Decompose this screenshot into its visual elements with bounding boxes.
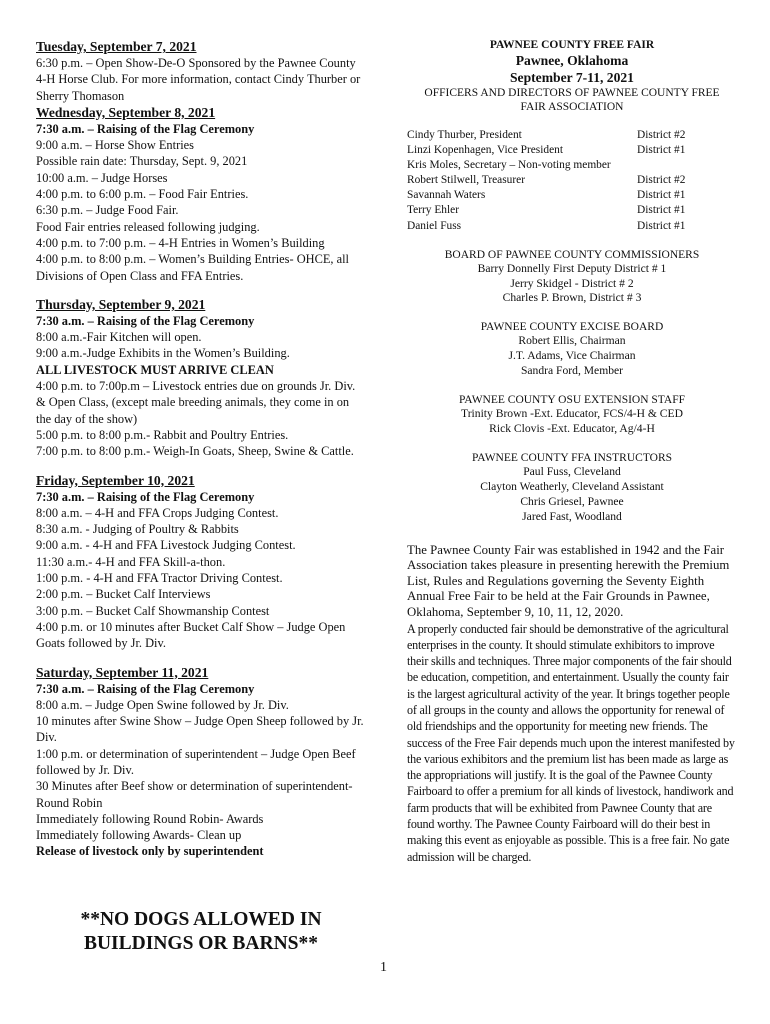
schedule-line: 7:30 a.m. – Raising of the Flag Ceremony <box>36 121 255 136</box>
officer-row <box>407 173 737 188</box>
member-line: J.T. Adams, Vice Chairman <box>508 349 636 363</box>
officer-name: Kris Moles, Secretary – Non-voting member <box>407 159 611 172</box>
schedule-line: 5:00 p.m. to 8:00 p.m.- Rabbit and Poultry Entries. <box>36 427 289 442</box>
schedule-line: 4:00 p.m. to 8:00 p.m. – Women’s Building Entries- OHCE, all Divisions of Open Class and FFA Entries. <box>36 252 350 283</box>
schedule-line: 7:00 p.m. to 8:00 p.m.- Weigh-In Goats, Sheep, Swine & Cattle. <box>36 444 354 459</box>
member-line: Chris Griesel, Pawnee <box>520 494 624 508</box>
officer-district <box>637 158 737 173</box>
officer-row <box>407 203 737 218</box>
officer-name: Daniel Fuss <box>407 219 462 232</box>
schedule-line: 9:00 a.m. – Horse Show Entries <box>36 138 194 153</box>
officer-row <box>407 143 737 158</box>
schedule-line: 8:30 a.m. - Judging of Poultry & Rabbits <box>36 522 239 537</box>
osu-heading: PAWNEE COUNTY OSU EXTENSION STAFF <box>458 394 686 407</box>
excise-section <box>407 320 737 379</box>
schedule-line: 9:00 a.m. - 4-H and FFA Livestock Judging Contest. <box>36 538 296 553</box>
schedule-line: 7:30 a.m. – Raising of the Flag Ceremony <box>36 313 255 328</box>
schedule-line: ALL LIVESTOCK MUST ARRIVE CLEAN <box>36 362 274 377</box>
saturday-section <box>36 664 366 860</box>
schedule-column <box>36 38 366 860</box>
ffa-heading: PAWNEE COUNTY FFA INSTRUCTORS <box>471 451 673 464</box>
officer-district: District #1 <box>637 144 686 157</box>
schedule-line: 3:00 p.m. – Bucket Calf Showmanship Contest <box>36 603 270 618</box>
officer-name: Savannah Waters <box>407 189 486 202</box>
excise-heading: PAWNEE COUNTY EXCISE BOARD <box>480 321 664 334</box>
officer-district: District #2 <box>637 129 686 141</box>
tuesday-heading: Tuesday, September 7, 2021 <box>36 39 197 54</box>
schedule-line: 10:00 a.m. – Judge Horses <box>36 170 168 185</box>
member-line: Jerry Skidgel - District # 2 <box>510 276 634 290</box>
friday-heading: Friday, September 10, 2021 <box>36 472 195 488</box>
member-line: Clayton Weatherly, Cleveland Assistant <box>480 479 664 493</box>
officer-row <box>407 128 737 143</box>
member-line: Charles P. Brown, District # 3 <box>502 291 642 305</box>
officer-district: District #1 <box>637 219 686 232</box>
schedule-line: 4:00 p.m. to 7:00 p.m. – 4-H Entries in Women’s Building <box>36 235 325 250</box>
officer-district: District #1 <box>637 189 686 202</box>
member-line: Paul Fuss, Cleveland <box>523 464 621 478</box>
member-line: Trinity Brown -Ext. Educator, FCS/4-H & CED <box>461 407 683 421</box>
fair-location: Pawnee, Oklahoma <box>515 53 629 68</box>
officers-list <box>407 128 737 234</box>
fair-dates: September 7-11, 2021 <box>510 70 634 85</box>
schedule-line: 4:00 p.m. or 10 minutes after Bucket Calf Show – Judge Open Goats followed by Jr. Div. <box>36 619 346 651</box>
schedule-line: 1:00 p.m. - 4-H and FFA Tractor Driving Contest. <box>36 571 283 586</box>
commissioners-heading: BOARD OF PAWNEE COUNTY COMMISSIONERS <box>444 248 700 261</box>
wednesday-section <box>36 104 366 284</box>
officers-heading: OFFICERS AND DIRECTORS OF PAWNEE COUNTY FREE FAIR ASSOCIATION <box>424 87 720 113</box>
schedule-line: 4:00 p.m. to 7:00p.m – Livestock entries due on grounds Jr. Div. & Open Class, (except male breeding animals, they come in on the day of the show) <box>36 379 356 426</box>
no-dogs-notice: **NO DOGS ALLOWED IN BUILDINGS OR BARNS** <box>80 909 322 954</box>
osu-section <box>407 393 737 437</box>
schedule-line: 8:00 a.m. – 4-H and FFA Crops Judging Contest. <box>36 505 279 520</box>
officer-name: Cindy Thurber, President <box>407 129 522 141</box>
schedule-line: 7:30 a.m. – Raising of the Flag Ceremony <box>36 489 255 504</box>
member-line: Rick Clovis -Ext. Educator, Ag/4-H <box>489 422 655 435</box>
schedule-line: 6:30 p.m. – Judge Food Fair. <box>36 203 179 218</box>
schedule-line: Release of livestock only by superintendent <box>36 844 264 859</box>
officer-name: Robert Stilwell, Treasurer <box>407 174 526 187</box>
purpose-paragraph: A properly conducted fair should be demonstrative of the agricultural enterprises in the county. It should stimulate exhibitors to improve their skills and techniques. Three major components of the fair should be education, competition, and entertainment. Usually the county fair is the largest agricultural activity of the year. It brings together people of all groups in the county and allows the opportunity for renewal of old friendships and the opportunity for meeting new friends. The success of the Free Fair depends much upon the interest manifested by the various exhibitors and the premium list has been made as large as the appropriations will justify. It is the goal of the Pawnee County Fairboard to offer a premium for all kinds of livestock, handiwork and farm products that will be exhibited from Pawnee County that are found worthy. The Pawnee County Fairboard will do their best in making this event as enjoyable as possible. This is a free fair. No gate admission will be charged. <box>407 621 735 864</box>
schedule-line: 8:00 a.m.-Fair Kitchen will open. <box>36 330 202 345</box>
schedule-line: 8:00 a.m. – Judge Open Swine followed by Jr. Div. <box>36 697 289 712</box>
schedule-line: Possible rain date: Thursday, Sept. 9, 2021 <box>36 154 248 169</box>
schedule-line: Food Fair entries released following judging. <box>36 219 260 234</box>
fair-info-column <box>407 38 737 865</box>
officer-name: Terry Ehler <box>407 204 460 217</box>
officer-row <box>407 219 737 234</box>
schedule-line: 2:00 p.m. – Bucket Calf Interviews <box>36 587 211 602</box>
history-paragraph: The Pawnee County Fair was established in 1942 and the Fair Association takes pleasure in presenting herewith the Premium List, Rules and Regulations governing the Seventy Eighth Annual Free Fair to be held at the Fair Grounds in Pawnee, Oklahoma, September 9, 10, 11, 12, 2020. <box>407 542 730 619</box>
member-line: Barry Donnelly First Deputy District # 1 <box>477 261 667 275</box>
member-line: Jared Fast, Woodland <box>522 509 622 523</box>
friday-section <box>36 472 366 652</box>
schedule-line: 9:00 a.m.-Judge Exhibits in the Women’s Building. <box>36 346 290 361</box>
fair-title: PAWNEE COUNTY FREE FAIR <box>489 39 655 51</box>
officer-district: District #1 <box>637 204 686 217</box>
thursday-section <box>36 296 366 460</box>
officer-row <box>407 188 737 203</box>
page-number: 1 <box>380 960 387 975</box>
thursday-heading: Thursday, September 9, 2021 <box>36 296 206 312</box>
schedule-line: Immediately following Awards- Clean up <box>36 828 242 843</box>
member-line: Sandra Ford, Member <box>520 364 624 378</box>
saturday-heading: Saturday, September 11, 2021 <box>36 664 209 680</box>
wednesday-heading: Wednesday, September 8, 2021 <box>36 104 216 120</box>
officer-name: Linzi Kopenhagen, Vice President <box>407 144 563 157</box>
officer-row <box>407 158 737 173</box>
schedule-line: 30 Minutes after Beef show or determination of superintendent- Round Robin <box>36 779 353 810</box>
schedule-line: Immediately following Round Robin- Awards <box>36 811 264 826</box>
ffa-section <box>407 451 737 525</box>
tuesday-section <box>36 38 366 104</box>
schedule-line: 4:00 p.m. to 6:00 p.m. – Food Fair Entries. <box>36 187 249 202</box>
schedule-line: 10 minutes after Swine Show – Judge Open Sheep followed by Jr. Div. <box>36 714 364 745</box>
schedule-line: 7:30 a.m. – Raising of the Flag Ceremony <box>36 681 255 696</box>
schedule-line: 11:30 a.m.- 4-H and FFA Skill-a-thon. <box>36 554 226 569</box>
member-line: Robert Ellis, Chairman <box>518 334 626 348</box>
officer-district: District #2 <box>637 174 686 187</box>
schedule-line: 6:30 p.m. – Open Show-De-O Sponsored by the Pawnee County 4-H Horse Club. For more information, contact Cindy Thurber or Sherry Thomason <box>36 56 361 103</box>
commissioners-section <box>407 248 737 307</box>
schedule-line: 1:00 p.m. or determination of superintendent – Judge Open Beef followed by Jr. Div. <box>36 746 356 777</box>
